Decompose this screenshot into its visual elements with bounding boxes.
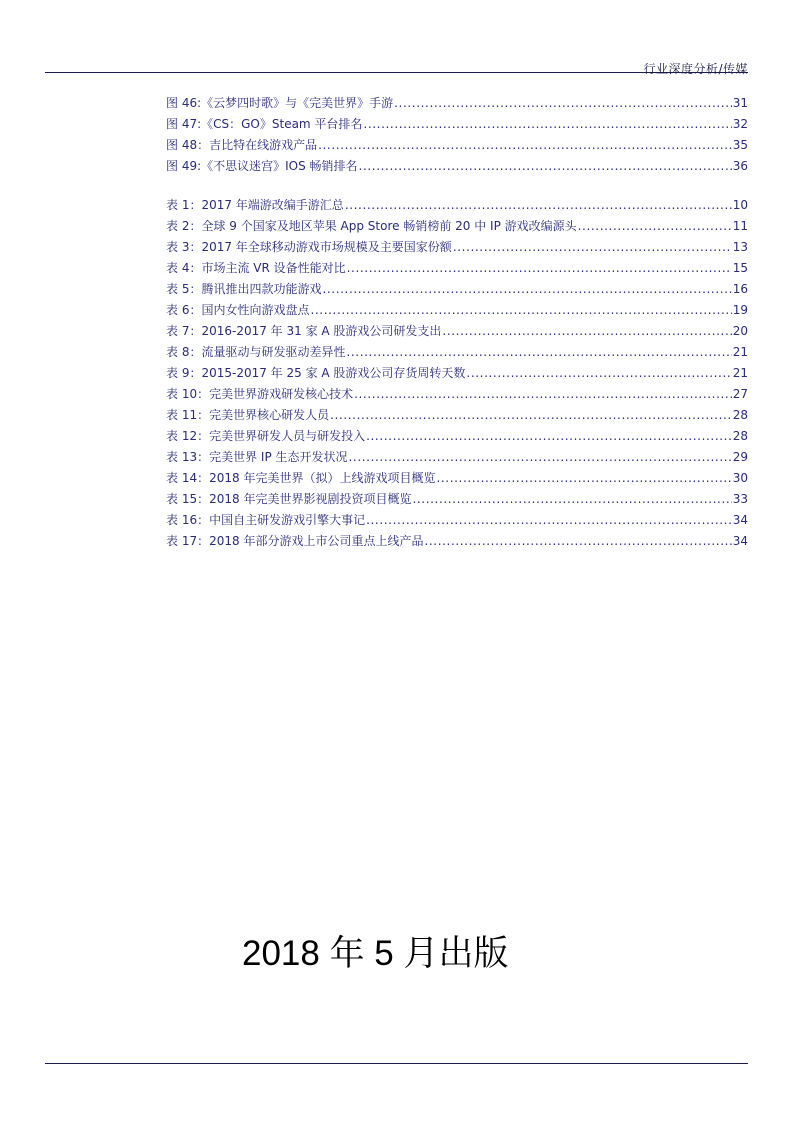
table-list xyxy=(166,196,748,553)
toc-entry-page: 34 xyxy=(732,534,748,548)
toc-entry-table[interactable] xyxy=(166,448,748,469)
dot-leader xyxy=(453,240,732,254)
toc-entry-table[interactable] xyxy=(166,343,748,364)
toc-entry-page: 27 xyxy=(732,387,748,401)
dot-leader xyxy=(442,324,731,338)
toc-entry-page: 30 xyxy=(732,471,748,485)
toc-entry-figure[interactable] xyxy=(166,115,748,136)
dot-leader xyxy=(349,450,732,464)
toc-entry-figure[interactable] xyxy=(166,136,748,157)
dot-leader xyxy=(347,261,732,275)
toc-entry-table[interactable] xyxy=(166,301,748,322)
toc-entry-page: 16 xyxy=(732,282,748,296)
toc-entry-label: 表 1：2017 年端游改编手游汇总 xyxy=(166,198,344,212)
dot-leader xyxy=(354,387,732,401)
toc-entry-table[interactable] xyxy=(166,280,748,301)
toc-entry-figure[interactable] xyxy=(166,157,748,178)
toc-entry-label: 表 15：2018 年完美世界影视剧投资项目概览 xyxy=(166,492,412,506)
toc-entry-table[interactable] xyxy=(166,238,748,259)
dot-leader xyxy=(466,366,731,380)
toc-entry-label: 图 46:《云梦四时歌》与《完美世界》手游 xyxy=(166,96,394,110)
toc-entry-page: 11 xyxy=(732,219,748,233)
dot-leader xyxy=(363,117,731,131)
dot-leader xyxy=(310,303,731,317)
toc-entry-table[interactable] xyxy=(166,322,748,343)
toc-entry-page: 21 xyxy=(732,366,748,380)
toc-entry-label: 表 17：2018 年部分游戏上市公司重点上线产品 xyxy=(166,534,424,548)
toc-entry-label: 表 9：2015-2017 年 25 家 A 股游戏公司存货周转天数 xyxy=(166,366,466,380)
toc-entry-page: 19 xyxy=(732,303,748,317)
toc-entry-table[interactable] xyxy=(166,427,748,448)
toc-entry-table[interactable] xyxy=(166,196,748,217)
toc-entry-label: 表 13：完美世界 IP 生态开发状况 xyxy=(166,450,348,464)
toc-entry-label: 表 2：全球 9 个国家及地区苹果 App Store 畅销榜前 20 中 IP 游戏改编源头 xyxy=(166,219,577,233)
dot-leader xyxy=(318,138,732,152)
footer-divider xyxy=(45,1063,748,1064)
toc-entry-page: 33 xyxy=(732,492,748,506)
toc-entry-figure[interactable] xyxy=(166,94,748,115)
dot-leader xyxy=(436,471,731,485)
figure-list xyxy=(166,94,748,178)
toc-entry-label: 表 14：2018 年完美世界（拟）上线游戏项目概览 xyxy=(166,471,436,485)
toc-entry-page: 35 xyxy=(732,138,748,152)
toc-entry-table[interactable] xyxy=(166,469,748,490)
dot-leader xyxy=(412,492,731,506)
toc-entry-page: 36 xyxy=(732,159,748,173)
toc-entry-label: 表 11：完美世界核心研发人员 xyxy=(166,408,330,422)
toc-entry-label: 表 3：2017 年全球移动游戏市场规模及主要国家份额 xyxy=(166,240,452,254)
dot-leader xyxy=(345,198,732,212)
toc-entry-table[interactable] xyxy=(166,364,748,385)
dot-leader xyxy=(366,513,732,527)
toc-entry-table[interactable] xyxy=(166,217,748,238)
toc-entry-table[interactable] xyxy=(166,532,748,553)
toc-entry-page: 13 xyxy=(732,240,748,254)
toc-entry-table[interactable] xyxy=(166,406,748,427)
toc-entry-label: 表 12：完美世界研发人员与研发投入 xyxy=(166,429,366,443)
toc-entry-label: 表 5：腾讯推出四款功能游戏 xyxy=(166,282,322,296)
toc-entry-page: 29 xyxy=(732,450,748,464)
toc-entry-page: 15 xyxy=(732,261,748,275)
toc-entry-label: 表 6：国内女性向游戏盘点 xyxy=(166,303,310,317)
toc-entry-table[interactable] xyxy=(166,490,748,511)
toc-entry-table[interactable] xyxy=(166,259,748,280)
toc-entry-page: 34 xyxy=(732,513,748,527)
dot-leader xyxy=(322,282,731,296)
toc-entry-page: 21 xyxy=(732,345,748,359)
toc-entry-label: 表 4：市场主流 VR 设备性能对比 xyxy=(166,261,346,275)
toc-entry-label: 图 49:《不思议迷宫》IOS 畅销排名 xyxy=(166,159,358,173)
header-divider xyxy=(45,72,748,73)
publication-date: 2018 年 5 月出版 xyxy=(242,934,509,973)
toc-entry-label: 图 47:《CS：GO》Steam 平台排名 xyxy=(166,117,363,131)
toc-entry-label: 图 48：吉比特在线游戏产品 xyxy=(166,138,318,152)
toc-entry-page: 20 xyxy=(732,324,748,338)
toc-entry-page: 28 xyxy=(732,408,748,422)
dot-leader xyxy=(346,345,731,359)
header-section-label: 行业深度分析/传媒 xyxy=(643,62,748,76)
toc-entry-label: 表 7：2016-2017 年 31 家 A 股游戏公司研发支出 xyxy=(166,324,442,338)
toc-entry-page: 10 xyxy=(732,198,748,212)
toc-entry-label: 表 10：完美世界游戏研发核心技术 xyxy=(166,387,354,401)
dot-leader xyxy=(330,408,732,422)
dot-leader xyxy=(578,219,732,233)
dot-leader xyxy=(366,429,732,443)
toc-entry-page: 28 xyxy=(732,429,748,443)
dot-leader xyxy=(424,534,731,548)
toc-entry-page: 31 xyxy=(732,96,748,110)
toc-entry-table[interactable] xyxy=(166,385,748,406)
dot-leader xyxy=(394,96,732,110)
toc-entry-label: 表 8：流量驱动与研发驱动差异性 xyxy=(166,345,346,359)
toc-entry-label: 表 16：中国自主研发游戏引擎大事记 xyxy=(166,513,366,527)
toc-entry-table[interactable] xyxy=(166,511,748,532)
toc-entry-page: 32 xyxy=(732,117,748,131)
dot-leader xyxy=(359,159,732,173)
